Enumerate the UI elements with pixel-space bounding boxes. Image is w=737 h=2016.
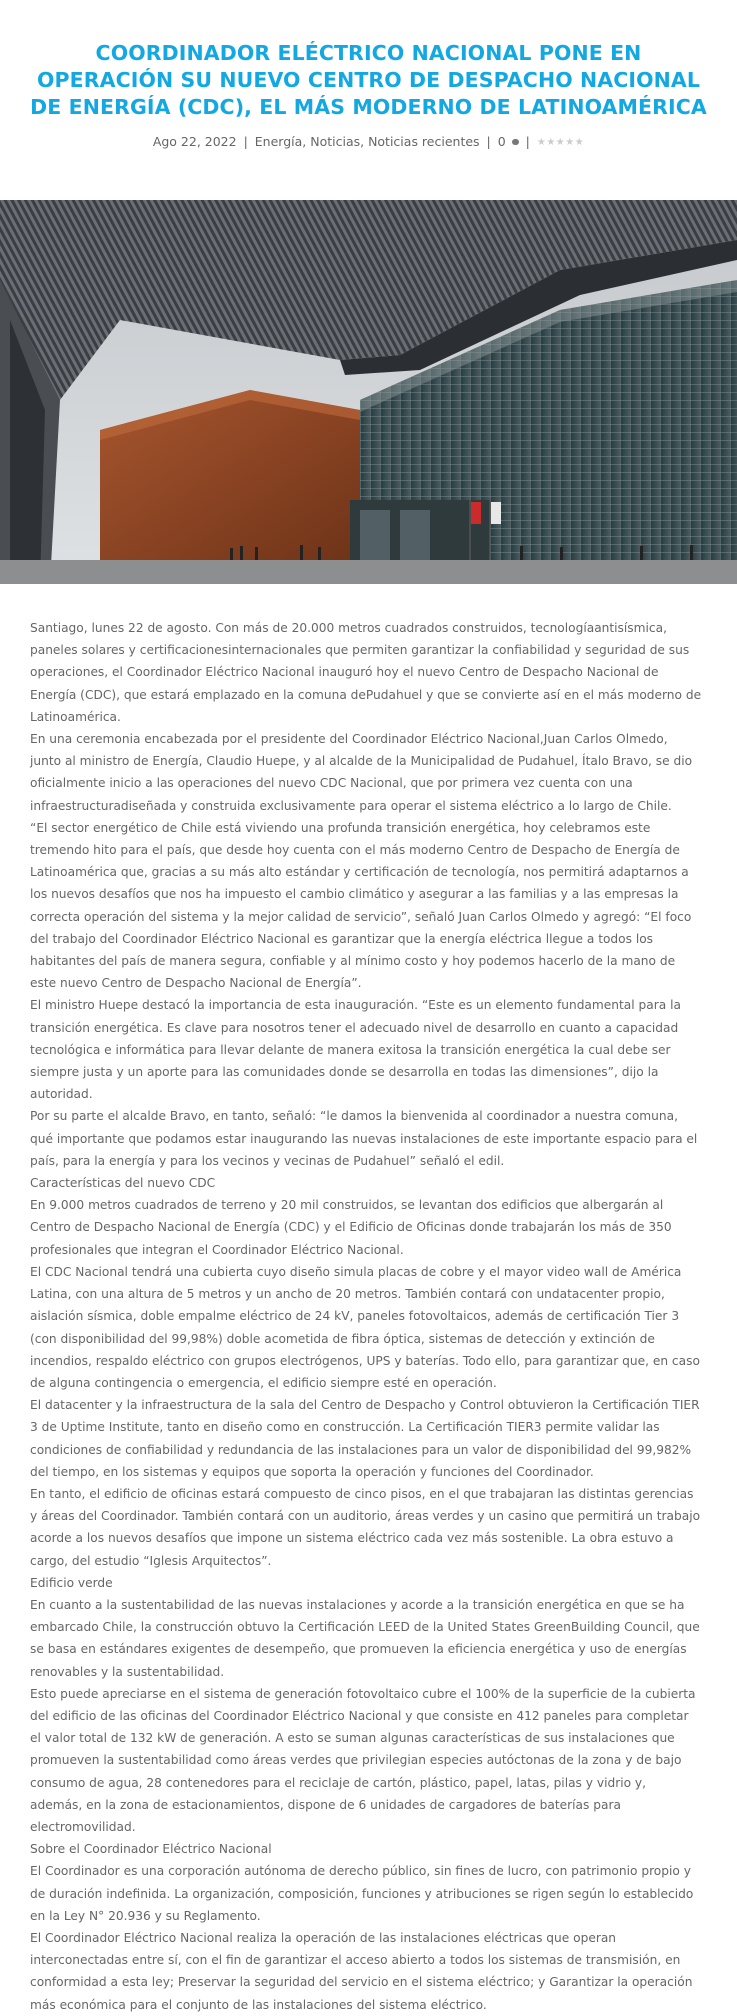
article-paragraph: En tanto, el edificio de oficinas estará compuesto de cinco pisos, en el que trabajaran las distintas gerencias y áreas del Coordinador. También contará con un auditorio, áreas verdes y un casino que permitirá un trabajo acorde a los nuevos desafíos que impone un sistema eléctrico cada vez más sostenible. La obra estuvo a cargo, del estudio “Iglesis Arquitectos”. <box>30 1486 701 1568</box>
post-date: Ago 22, 2022 <box>152 134 237 149</box>
article-paragraph: El ministro Huepe destacó la importancia de esta inauguración. “Este es un elemento fundamental para la transición energética. Es clave para nosotros tener el adecuado nivel de desarrollo en cuanto a capacidad tecnológica e informática para llevar delante de manera exitosa la transición energética la cual debe ser siempre justa y un aporte para las comunidades donde se desarrolla en todas las dimensiones”, dijo la autoridad. <box>30 998 681 1102</box>
article-paragraph: En una ceremonia encabezada por el presidente del Coordinador Eléctrico Nacional,Juan Carlos Olmedo, junto al ministro de Energía, Claudio Huepe, y al alcalde de la Municipalidad de Pudahuel, Ítalo Bravo, se dio oficialmente inicio a las operaciones del nuevo CDC Nacional, que por primera vez cuenta con una infraestructuradiseñada y construida exclusivamente para operar el sistema eléctrico a lo largo de Chile. <box>30 732 693 813</box>
article-paragraph: Por su parte el alcalde Bravo, en tanto, señaló: “le damos la bienvenida al coordinador a nuestra comuna, qué importante que podamos estar inaugurando las nuevas instalaciones de este importante espacio para el país, para la energía y para los vecinos y vecinas de Pudahuel” señaló el edil. <box>30 1109 698 1168</box>
hero-image-illustration <box>0 200 737 584</box>
post-categories-link[interactable]: Energía, Noticias, Noticias recientes <box>254 134 480 149</box>
article-paragraph: El Coordinador Eléctrico Nacional realiza la operación de las instalaciones eléctricas que operan interconectadas entre sí, con el fin de garantizar el acceso abierto a todos los sistemas de transmisión, en conformidad a esta ley; Preservar la seguridad del servicio en el sistema eléctrico; y Garantizar la operación más económica para el conjunto de las instalaciones del sistema eléctrico. <box>30 1930 693 2012</box>
comment-count: 0 <box>497 134 506 149</box>
comment-bubble-icon <box>512 139 519 145</box>
section-heading: Características del nuevo CDC <box>30 1176 216 1191</box>
meta-separator: | <box>486 134 491 149</box>
article-body <box>30 617 702 2016</box>
article-paragraph: El datacenter y la infraestructura de la sala del Centro de Despacho y Control obtuvieron la Certificación TIER 3 de Uptime Institute, tanto en diseño como en construcción. La Certificación TIER3 permite validar las condiciones de confiabilidad y redundancia de las instalaciones para un valor de disponibilidad del 99,982% del tiempo, en los sistemas y equipos que soporta la operación y funciones del Coordinador. <box>30 1398 700 1479</box>
hero-image <box>0 200 737 584</box>
article-paragraph: En cuanto a la sustentabilidad de las nuevas instalaciones y acorde a la transición energética en que se ha embarcado Chile, la construcción obtuvo la Certificación LEED de la United States GreenBuilding Council, que se basa en estándares exigentes de desempeño, que promueven la eficiencia energética y uso de energías renovables y la sustentabilidad. <box>30 1597 700 1679</box>
meta-separator: | <box>243 134 248 149</box>
post-meta <box>24 133 713 153</box>
article-paragraph: El Coordinador es una corporación autónoma de derecho público, sin fines de lucro, con patrimonio propio y de duración indefinida. La organización, composición, funciones y atribuciones se rigen según lo establecido en la Ley N° 20.936 y su Reglamento. <box>30 1864 694 1923</box>
post-title: COORDINADOR ELÉCTRICO NACIONAL PONE EN OPERACIÓN SU NUEVO CENTRO DE DESPACHO NACIONAL DE ENERGÍA (CDC), EL MÁS MODERNO DE LATINOAMÉRICA <box>30 41 707 119</box>
section-heading: Edificio verde <box>30 1575 113 1590</box>
rating-stars: ★★★★★ <box>536 137 585 148</box>
article-paragraph: El CDC Nacional tendrá una cubierta cuyo diseño simula placas de cobre y el mayor video wall de América Latina, con una altura de 5 metros y un ancho de 20 metros. También contará con undatacenter propio, aislación sísmica, doble empalme eléctrico de 24 kV, paneles fotovoltaicos, además de certificación Tier 3 (con disponibilidad del 99,98%) doble acometida de fibra óptica, sistemas de detección y extinción de incendios, respaldo eléctrico con grupos electrógenos, UPS y baterías. Todo ello, para garantizar que, en caso de alguna contingencia o emergencia, el edificio siempre esté en operación. <box>30 1264 700 1390</box>
article-paragraph: Santiago, lunes 22 de agosto. Con más de 20.000 metros cuadrados construidos, tecnologíaantisísmica, paneles solares y certificacionesinternacionales que permiten garantizar la confiabilidad y seguridad de sus operaciones, el Coordinador Eléctrico Nacional inauguró hoy el nuevo Centro de Despacho Nacional de Energía (CDC), que estará emplazado en la comuna dePudahuel y que se convierte así en el más moderno de Latinoamérica. <box>30 621 702 724</box>
section-heading: Sobre el Coordinador Eléctrico Nacional <box>30 1842 272 1857</box>
article-paragraph: “El sector energético de Chile está viviendo una profunda transición energética, hoy celebramos este tremendo hito para el país, que desde hoy cuenta con el más moderno Centro de Despacho de Energía de Latinoamérica que, gracias a su más alto estándar y certificación de tecnología, nos permitirá adaptarnos a los nuevos desafíos que nos ha impuesto el cambio climático y asegurar a las familias y a las empresas la correcta operación del sistema y la mejor calidad de servicio”, señaló Juan Carlos Olmedo y agregó: “El foco del trabajo del Coordinador Eléctrico Nacional es garantizar que la energía eléctrica llegue a todos los habitantes del país de manera segura, confiable y al mínimo costo y hoy podemos hacerlo de la mano de este nuevo Centro de Despacho Nacional de Energía”. <box>30 820 692 991</box>
comments-link[interactable] <box>498 134 519 149</box>
post-header <box>0 0 737 153</box>
meta-separator: | <box>525 134 530 149</box>
article-paragraph: En 9.000 metros cuadrados de terreno y 20 mil construidos, se levantan dos edificios que albergarán al Centro de Despacho Nacional de Energía (CDC) y el Edificio de Oficinas donde trabajarán los más de 350 profesionales que integran el Coordinador Eléctrico Nacional. <box>30 1198 672 1257</box>
article-paragraph: Esto puede apreciarse en el sistema de generación fotovoltaico cubre el 100% de la superficie de la cubierta del edificio de las oficinas del Coordinador Eléctrico Nacional y que consiste en 412 paneles para completar el valor total de 132 kW de generación. A esto se suman algunas características de sus instalaciones que promueven la sustentabilidad como áreas verdes que privilegian especies autóctonas de la zona y de bajo consumo de agua, 28 contenedores para el reciclaje de cartón, plástico, papel, latas, pilas y vidrio y, además, en la zona de estacionamientos, dispone de 6 unidades de cargadores de baterías para electromovilidad. <box>30 1686 696 1834</box>
